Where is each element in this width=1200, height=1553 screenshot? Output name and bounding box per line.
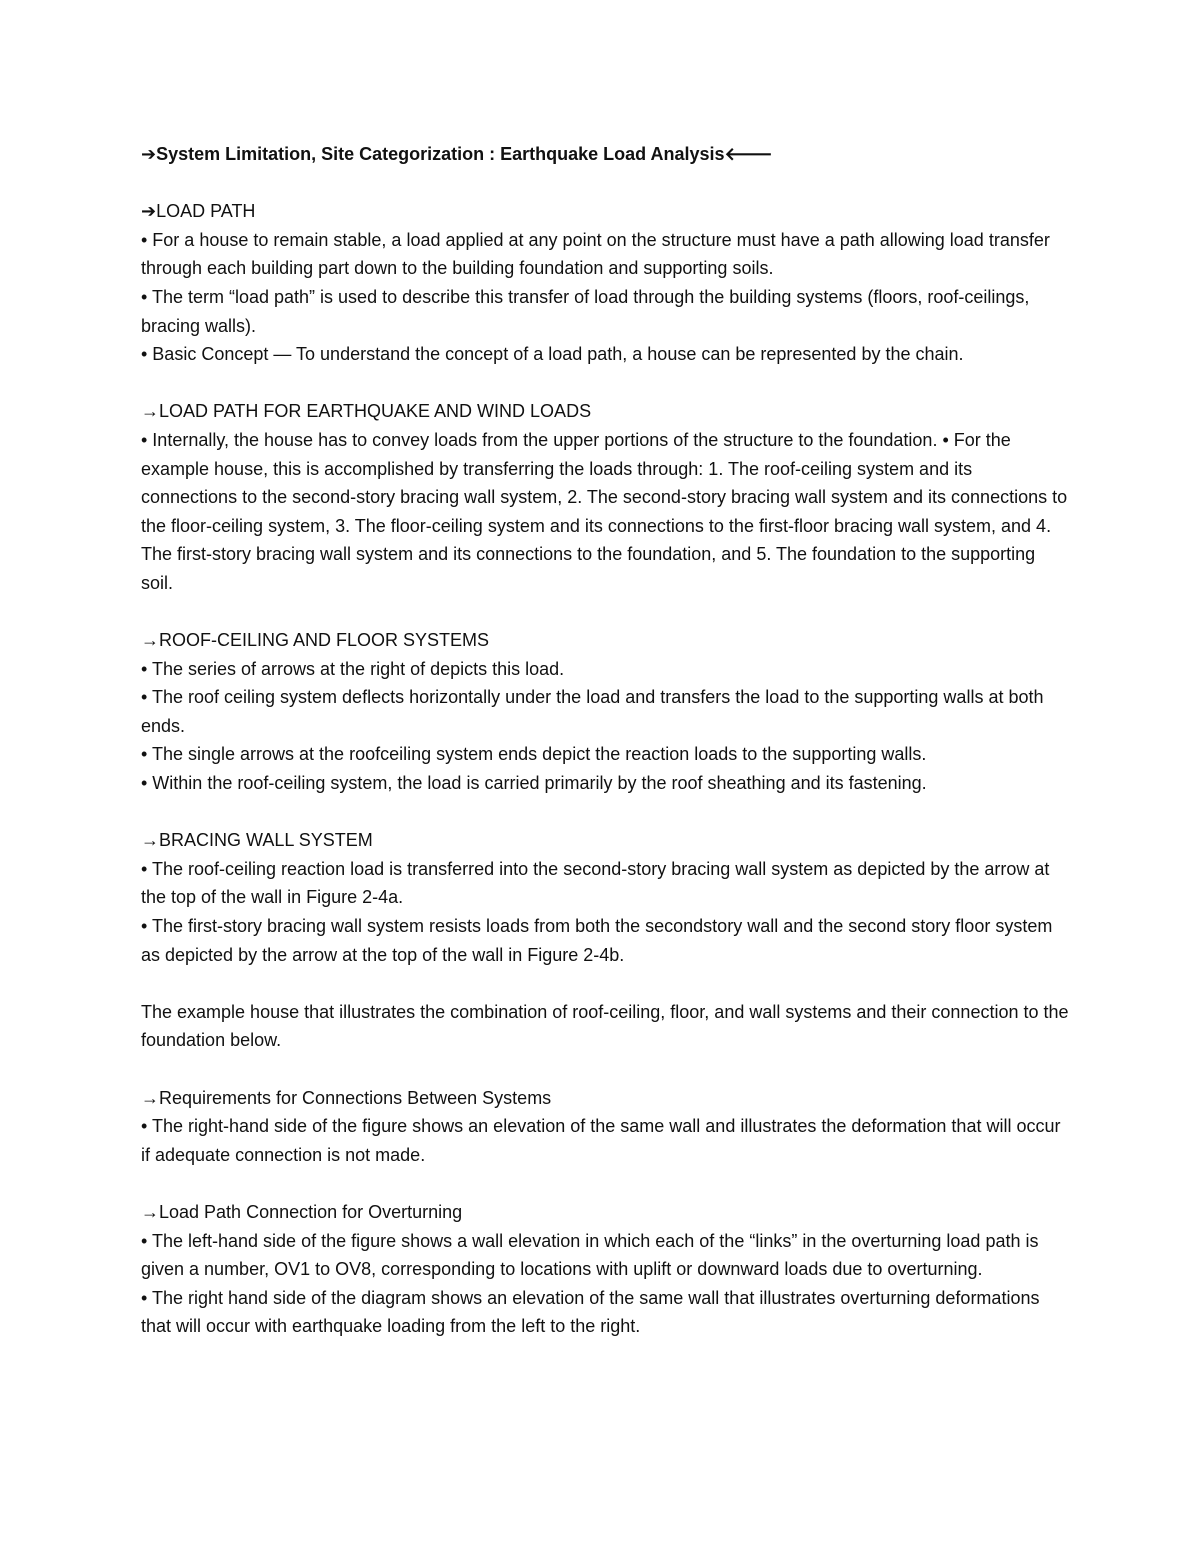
bullet-item: • Basic Concept — To understand the concept of a load path, a house can be represented by the chain. [141, 344, 964, 365]
paragraph: The example house that illustrates the combination of roof-ceiling, floor, and wall systems and their connection to the foundation below. [141, 1001, 1069, 1051]
bullet-item: • The term “load path” is used to describe this transfer of load through the building systems (floors, roof-ceilings, bracing walls). [141, 286, 1030, 336]
bullet-item: • The first-story bracing wall system resists loads from both the secondstory wall and the second story floor system as depicted by the arrow at the top of the wall in Figure 2-4b. [141, 916, 1053, 965]
bullet-item: • Within the roof-ceiling system, the load is carried primarily by the roof sheathing and its fastening. [141, 773, 927, 794]
section-heading: →Load Path Connection for Overturning [141, 1201, 463, 1222]
section-heading: →ROOF-CEILING AND FLOOR SYSTEMS [141, 630, 490, 651]
bullet-item: • For a house to remain stable, a load applied at any point on the structure must have a path allowing load transfer through each building part down to the building foundation and supporting soils. [141, 229, 1050, 279]
section-connection-requirements [141, 1084, 1071, 1170]
bullet-item: • The series of arrows at the right of depicts this load. [141, 658, 565, 679]
section-roof-ceiling-floor [141, 626, 1071, 798]
bullet-item: • Internally, the house has to convey loads from the upper portions of the structure to the foundation. • For the example house, this is accomplished by transferring the loads through: 1. The roof-ceiling system and its connections to the second-story bracing wall system, 2. The second-story bracing wall system and its connections to the floor-ceiling system, 3. The floor-ceiling system and its connections to the first-floor bracing wall system, and 4. The first-story bracing wall system and its connections to the foundation, and 5. The foundation to the supporting soil. [141, 429, 1068, 593]
bullet-item: • The roof-ceiling reaction load is transferred into the second-story bracing wall system as depicted by the arrow at the top of the wall in Figure 2-4a. [141, 858, 1050, 908]
section-example-house [141, 998, 1071, 1055]
section-bracing-wall [141, 826, 1071, 969]
section-heading: →LOAD PATH FOR EARTHQUAKE AND WIND LOADS [141, 401, 592, 422]
bullet-item: • The roof ceiling system deflects horizontally under the load and transfers the load to the supporting walls at both ends. [141, 687, 1044, 736]
section-earthquake-wind-loads [141, 397, 1071, 597]
section-heading: →BRACING WALL SYSTEM [141, 830, 373, 851]
document-page [141, 140, 1071, 1341]
section-heading: →Requirements for Connections Between Systems [141, 1087, 552, 1108]
bullet-item: • The right hand side of the diagram shows an elevation of the same wall that illustrates overturning deformations that will occur with earthquake loading from the left to the right. [141, 1287, 1040, 1337]
bullet-item: • The left-hand side of the figure shows a wall elevation in which each of the “links” in the overturning load path is given a number, OV1 to OV8, corresponding to locations with uplift or downward loads due to overturning. [141, 1230, 1039, 1280]
section-heading: ➔LOAD PATH [141, 201, 256, 222]
section-overturning [141, 1198, 1071, 1341]
document-title: ➔System Limitation, Site Categorization : Earthquake Load Analysis🡐 [141, 144, 773, 164]
bullet-item: • The right-hand side of the figure shows an elevation of the same wall and illustrates the deformation that will occur if adequate connection is not made. [141, 1116, 1061, 1165]
section-load-path [141, 197, 1071, 369]
bullet-item: • The single arrows at the roofceiling system ends depict the reaction loads to the supporting walls. [141, 744, 927, 765]
